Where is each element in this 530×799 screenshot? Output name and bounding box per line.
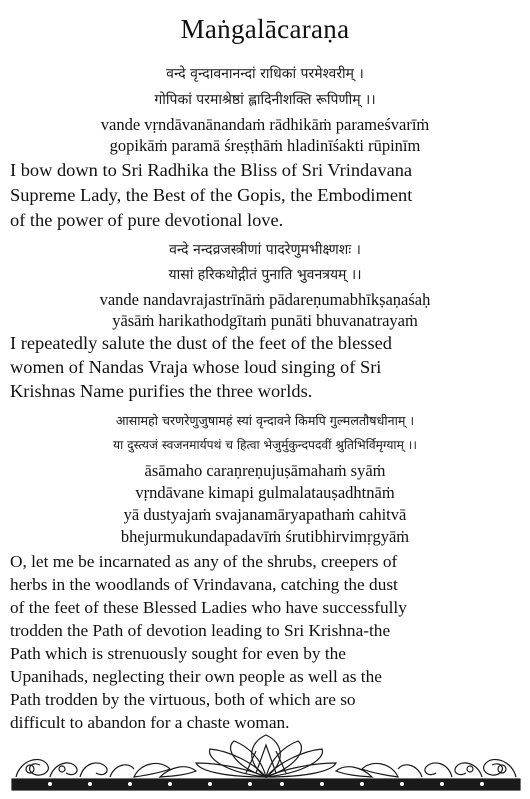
verse1-transliteration-line-2: gopikāṁ paramā śreṣṭhāṁ hladinīśakti rūpinīm (109, 136, 421, 155)
verse1-translation-line-2: Supreme Lady, the Best of the Gopis, the Embodiment (10, 185, 413, 205)
page-title: Maṅgalācaraṇa (180, 14, 350, 44)
verse1-translation-line-3: of the power of pure devotional love. (10, 210, 284, 230)
verse3-devanagari-line-1: आसामहो चरणरेणुजुषामहं स्यां वृन्दावने किमपि गुल्मलतौषधीनाम् । (115, 413, 415, 428)
verse3-transliteration-line-3: yā dustyajaṁ svajanamāryapathaṁ cahitvā (123, 505, 407, 524)
verse2-transliteration-line-2: yāsāṁ harikathodgītaṁ punāti bhuvanatrayaṁ (112, 311, 418, 330)
verse3-devanagari-line-2: या दुस्त्यजं स्वजनमार्यपथं च हित्वा भेजुर्मुकुन्दपदवीं श्रुतिभिर्विमृग्याम् ।। (113, 438, 417, 452)
verse1-devanagari-line-1: वन्दे वृन्दावनानन्दां राधिकां परमेश्वरीम् । (166, 66, 364, 82)
verse1-transliteration-line-1: vande vṛndāvanānandaṁ rādhikāṁ parameśvarīṁ (100, 115, 430, 134)
verse3-translation-line-7: Path trodden by the virtuous, both of which are so (10, 690, 356, 709)
verse3-transliteration-line-2: vṛndāvane kimapi gulmalatauṣadhtnāṁ (135, 483, 395, 502)
verse1-translation-line-1: I bow down to Sri Radhika the Bliss of Sri Vrindavana (10, 160, 413, 180)
verse1-devanagari-line-2: गोपिकां परमाश्रेष्ठां ह्लादिनीशक्ति रूपिणीम् ।। (154, 92, 376, 108)
verse3-translation-line-8: difficult to abandon for a chaste woman. (10, 713, 290, 732)
verse3-translation-line-5: Path which is strenuously sought for even by the (10, 644, 346, 663)
lotus-border-icon (10, 733, 522, 793)
verse3-translation-line-1: O, let me be incarnated as any of the shrubs, creepers of (10, 552, 398, 571)
verse2-translation-line-1: I repeatedly salute the dust of the feet of the blessed (10, 333, 392, 353)
verse3-transliteration-line-1: āsāmaho caraṇreṇujuṣāmahaṁ syāṁ (144, 461, 386, 480)
verse3-translation-line-3: of the feet of these Blessed Ladies who have successfully (10, 598, 407, 617)
verse3-translation-line-4: trodden the Path of devotion leading to Sri Krishna-the (10, 621, 391, 640)
verse3-translation-line-6: Upanihads, neglecting their own people as well as the (10, 667, 382, 686)
verse2-devanagari-line-1: वन्दे नन्दव्रजस्त्रीणां पादरेणुमभीक्ष्णशः । (169, 242, 361, 258)
verse2-transliteration-line-1: vande nandavrajastrīnāṁ pādareṇumabhīkṣaṇaśaḥ (99, 290, 431, 309)
verse2-translation-line-2: women of Nandas Vraja whose loud singing of Sri (10, 357, 382, 377)
verse3-transliteration-line-4: bhejurmukundapadavīṁ śrutibhirvimṛgyāṁ (120, 527, 410, 546)
verse3-translation-line-2: herbs in the woodlands of Vrindavana, catching the dust (10, 575, 398, 594)
verse2-translation-line-3: Krishnas Name purifies the three worlds. (10, 381, 313, 401)
verse2-devanagari-line-2: यासां हरिकथोद्गीतं पुनाति भुवनत्रयम् ।। (168, 267, 362, 283)
